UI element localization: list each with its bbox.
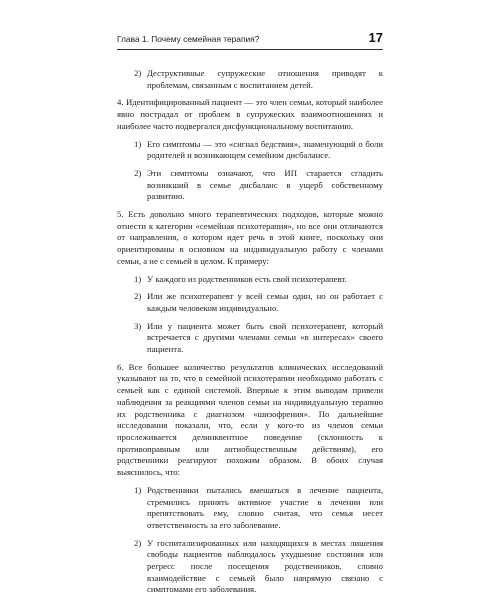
page-body [117, 68, 383, 602]
list-number: 2) [134, 167, 142, 178]
list-item [117, 274, 383, 286]
paragraph-text: 4. Идентифицированный пациент — это член семьи, который наиболее явно пострадал от проблем в супружеских взаимоотношениях и наиболее часто подвергался дисфункциональному воспитанию. [117, 97, 383, 131]
list-item [117, 168, 383, 203]
list-item [117, 538, 383, 597]
paragraph [117, 362, 383, 479]
list-item [117, 485, 383, 532]
list-item-text: У каждого из родственников есть свой психотерапевт. [147, 273, 347, 284]
running-header [117, 31, 383, 50]
list-item [117, 291, 383, 314]
list-item-text: Эти симптомы означают, что ИП старается сгладить возникший в семье дисбаланс в ущерб собственному развитию. [147, 167, 383, 202]
list-number: 1) [134, 138, 142, 149]
paragraph-text: 6. Все большее количество результатов клинических исследований указывают на то, что в семейной психотерапии необходимо работать с семьей как с единой системой. Впервые к этим выводам привели наблюдения за реакциями членов семьи на индивидуальную терапию их родственника с диагнозом «шизофрения». По дальнейшие исследования показали, что, если у кого-то из членов семьи прослеживается делинквентное поведение (склонность к противоправным или антиобщественным действиям), его родственники реагируют похожим образом. В обоих случая выяснилось, что: [117, 361, 383, 478]
list-item-text: Или у пациента может быть свой психотерапевт, который встречается с другими членами семьи «в интересах» своего пациента. [147, 320, 383, 355]
list-item-text: Деструктивные супружеские отношения приводят к проблемам, связанным с воспитанием детей. [147, 68, 383, 90]
list-number: 2) [134, 291, 142, 302]
list-number: 1) [134, 484, 142, 495]
list-number: 1) [134, 273, 142, 284]
paragraph [117, 209, 383, 268]
list-item [117, 139, 383, 162]
list-item [117, 321, 383, 356]
list-number: 2) [134, 537, 142, 548]
list-item-text: Или же психотерапевт у всей семьи один, но он работает с каждым человеком индивидуально. [147, 291, 383, 313]
list-item-text: Родственники пытались вмешаться в лечение пациента, стремились принять активное участие в лечении или препятствовать ему, словно считая, что семья несет ответственность за его заболевание. [147, 484, 383, 530]
list-number: 3) [134, 320, 142, 331]
paragraph-text: 5. Есть довольно много терапевтических подходов, которые можно отнести к категории «семейная психотерапия», но все они отличаются от направления, о котором идет речь в этой книге, поскольку они ориентированы в основном на индивидуальную работу с членами семьи, а не с семьей в целом. К примеру: [117, 209, 383, 266]
page-number: 17 [368, 30, 383, 45]
list-item [117, 68, 383, 91]
list-item-text: У госпитализированных или находящихся в местах лишения свободы пациентов наблюдалось ухудшение состояния или регресс после посещения родственников, словно взаимодействие с семьей было напрямую связано с симптомами его заболевания. [147, 537, 383, 595]
list-item-text: Его симптомы — это «сигнал бедствия», знаменующий о боли родителей и возникающем семейном дисбалансе. [147, 138, 383, 161]
chapter-title: Глава 1. Почему семейная терапия? [117, 34, 260, 44]
list-number: 2) [134, 68, 142, 78]
paragraph [117, 97, 383, 132]
